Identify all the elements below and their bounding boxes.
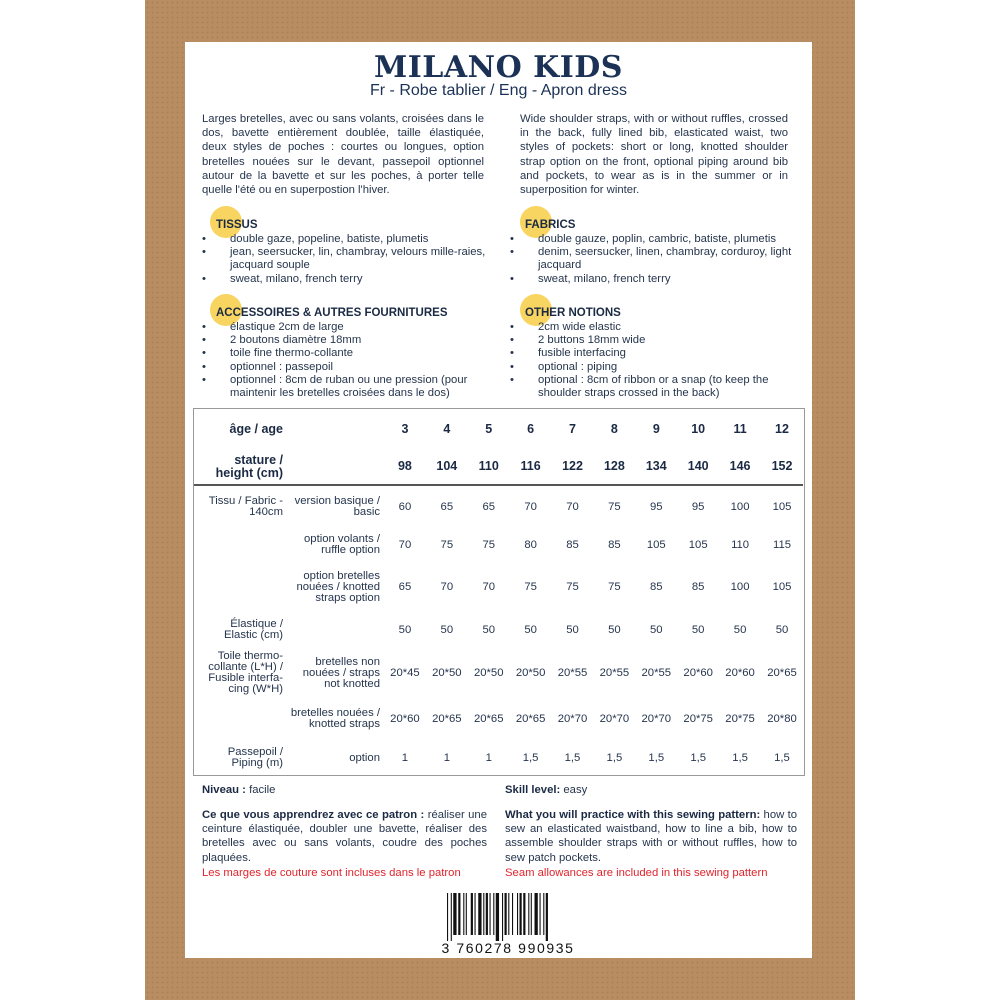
barcode-bar: [447, 893, 448, 941]
row-group-label: [194, 529, 287, 561]
list-item: • 2 boutons diamètre 18mm: [202, 334, 492, 347]
table-cell: 116: [510, 449, 552, 485]
barcode-bar: [508, 893, 509, 935]
age-row: [194, 409, 803, 449]
table-row: [194, 739, 803, 777]
table-cell: 20*60: [725, 666, 755, 679]
table-cell: 20*55: [599, 666, 630, 679]
table-cell: 50: [482, 623, 496, 636]
row-group-label: Élastique / Elastic (cm): [224, 618, 283, 641]
table-cell: 1,5: [732, 751, 748, 764]
list-item: • fusible interfacing: [510, 347, 790, 360]
table-cell: 75: [524, 580, 537, 593]
table-cell: 105: [646, 538, 666, 551]
fabrics-list-en: [510, 233, 795, 286]
table-cell: 20*45: [390, 666, 420, 679]
table-cell: 70: [440, 580, 454, 593]
list-item: • sweat, milano, french terry: [202, 273, 492, 286]
table-cell: 20*55: [641, 666, 672, 679]
table-cell: 100: [730, 580, 750, 593]
barcode-bar: [505, 893, 507, 935]
subtitle: Fr - Robe tablier / Eng - Apron dress: [370, 82, 627, 99]
learn-label: What you will practice with this sewing pattern:: [505, 809, 761, 821]
barcode-bar: [546, 893, 548, 941]
list-item: • 2 buttons 18mm wide: [510, 334, 790, 347]
table-cell: 80: [524, 538, 537, 551]
list-item: • optionnel : passepoil: [202, 361, 492, 374]
table-cell: 1,5: [564, 751, 581, 764]
table-cell: 50: [566, 623, 579, 636]
table-cell: 20*55: [557, 666, 588, 679]
table-cell: 104: [426, 449, 468, 485]
table-cell: 95: [650, 501, 663, 513]
table-cell: 1,5: [690, 751, 707, 764]
age-label: âge / age: [229, 421, 283, 436]
row-sub-label: bretelles nouées / knotted straps: [290, 707, 380, 730]
barcode-bar: [451, 893, 452, 941]
level-value: easy: [560, 784, 588, 796]
table-cell: 5: [485, 421, 493, 436]
table-cell: 1: [443, 751, 450, 764]
table-cell: 75: [608, 580, 621, 593]
learn-text: réaliser une ceinture élastiquée, doubler une bavette, réaliser des bretelles avec ou sans volants, coudre des poches plaquées.: [202, 809, 487, 864]
table-cell: 105: [772, 580, 792, 593]
table-cell: 20*50: [515, 666, 546, 679]
table-cell: 75: [566, 580, 579, 593]
list-item: • jean, seersucker, lin, chambray, velours mille-raies, jacquard souple: [202, 246, 492, 272]
barcode-bar: [502, 893, 503, 941]
table-cell: 128: [593, 449, 635, 485]
table-cell: 70: [524, 501, 537, 513]
table-row: [194, 699, 803, 739]
list-item: • élastique 2cm de large: [202, 321, 492, 334]
barcode-bar: [458, 893, 460, 935]
row-group-label: Toile thermo-collante (L*H) / Fusible interfa-cing (W*H): [208, 650, 283, 695]
table-cell: 85: [608, 538, 621, 551]
seam-note-en: Seam allowances are included in this sewing pattern: [505, 867, 768, 879]
table-cell: 20*75: [725, 712, 755, 725]
table-cell: 20*60: [683, 666, 713, 679]
table-cell: 12: [775, 421, 789, 436]
table-cell: 20*80: [767, 712, 797, 725]
notions-heading-fr: ACCESSOIRES & AUTRES FOURNITURES: [216, 307, 448, 319]
barcode-bar: [543, 893, 544, 935]
table-cell: 75: [440, 538, 454, 551]
intro-fr: Larges bretelles, avec ou sans volants, croisées dans le dos, bavette entièrement doublée, taille élastiquée, deux styles de poches : courtes ou longues, option bretelles nouées sur le devant, passepoil optionnel autour de la bavette et sur les poches, à porter telle quelle l'été ou en superpostion l'hiver.: [202, 113, 484, 197]
list-item: • toile fine thermo-collante: [202, 347, 492, 360]
height-row: [194, 449, 803, 485]
level-value: facile: [245, 784, 276, 796]
table-cell: 110: [731, 538, 750, 551]
row-sub-label: option bretelles nouées / knotted straps option: [296, 569, 380, 604]
row-group-label: [194, 561, 287, 613]
table-cell: 70: [482, 580, 496, 593]
barcode-bar: [466, 893, 467, 935]
row-sub-label: version basique / basic: [294, 495, 380, 518]
table-cell: 6: [527, 421, 535, 436]
notions-list-en: [510, 321, 790, 400]
list-item: • sweat, milano, french terry: [510, 273, 795, 286]
table-cell: 8: [610, 421, 618, 436]
fabrics-heading-fr: TISSUS: [216, 219, 258, 231]
list-item: • optional : 8cm of ribbon or a snap (to keep the shoulder straps crossed in the back): [510, 374, 790, 400]
level-fr: [202, 783, 492, 797]
barcode-bar: [531, 893, 532, 935]
row-sub-label: option volants / ruffle option: [304, 533, 380, 556]
notions-list-fr: [202, 321, 492, 400]
table-cell: 20*75: [683, 712, 713, 725]
table-cell: 50: [524, 623, 537, 636]
learn-label: Ce que vous apprendrez avec ce patron :: [202, 809, 425, 821]
barcode-bar: [528, 893, 529, 935]
barcode-bar: [493, 893, 494, 935]
table-cell: 134: [635, 449, 677, 485]
level-en: [505, 783, 795, 797]
barcode-number: 3 760278 990935: [441, 940, 575, 956]
table-cell: 50: [733, 623, 747, 636]
table-cell: 115: [773, 538, 792, 551]
size-chart-table: [193, 408, 805, 776]
table-cell: 50: [398, 623, 412, 636]
table-cell: 50: [650, 623, 663, 636]
table-cell: 75: [482, 538, 496, 551]
barcode-bar: [486, 893, 488, 935]
barcode-bar: [496, 893, 499, 941]
table-cell: 152: [761, 449, 803, 485]
row-group-label: [194, 699, 287, 739]
row-sub-label: [287, 613, 384, 647]
seam-note-fr: Les marges de couture sont incluses dans le patron: [202, 867, 461, 879]
row-sub-label: bretelles non nouées / straps not knotted: [302, 655, 380, 690]
list-item: • denim, seersucker, linen, chambray, corduroy, light jacquard: [510, 246, 795, 272]
table-cell: 65: [482, 501, 496, 513]
table-cell: 3: [401, 421, 409, 436]
table-cell: 20*70: [641, 712, 672, 725]
row-group-label: Tissu / Fabric - 140cm: [208, 495, 283, 518]
table-cell: 20*65: [432, 712, 462, 725]
table-cell: 9: [652, 421, 660, 436]
table-cell: 50: [775, 623, 789, 636]
intro-en: Wide shoulder straps, with or without ruffles, crossed in the back, fully lined bib, elasticated waist, two styles of pockets: short or long, knotted shoulder strap option on the front, optional piping around bib and pockets, to wear as is in the summer or in superposition for winter.: [520, 113, 788, 197]
page-title: MILANO KIDS: [374, 50, 623, 85]
table-cell: 4: [443, 421, 451, 436]
barcode-bar: [512, 893, 513, 935]
learn-fr: [202, 808, 487, 865]
learn-text: how to sew an elasticated waistband, how to line a bib, how to assemble shoulder straps with or without ruffles, how to sew patch pockets.: [505, 809, 797, 864]
barcode-bar: [483, 893, 484, 935]
table-cell: 1,5: [522, 751, 539, 764]
table-cell: 70: [398, 538, 412, 551]
fabrics-heading-en: FABRICS: [525, 219, 576, 231]
table-row: [194, 485, 803, 529]
table-cell: 122: [552, 449, 594, 485]
list-item: • 2cm wide elastic: [510, 321, 790, 334]
table-cell: 50: [691, 623, 705, 636]
table-cell: 20*60: [390, 712, 420, 725]
barcode-bar: [471, 893, 473, 935]
list-item: • double gauze, poplin, cambric, batiste, plumetis: [510, 233, 795, 246]
row-group-label: Passepoil / Piping (m): [227, 746, 283, 769]
table-cell: 1: [485, 751, 492, 764]
table-cell: 1,5: [606, 751, 623, 764]
table-cell: 65: [440, 501, 454, 513]
level-label: Niveau :: [202, 784, 246, 796]
table-cell: 20*65: [515, 712, 546, 725]
table-cell: 11: [733, 421, 747, 436]
barcode-bar: [478, 893, 481, 935]
table-cell: 20*65: [473, 712, 504, 725]
table-cell: 10: [691, 421, 706, 436]
barcode-bar: [517, 893, 518, 935]
barcode-bar: [520, 893, 522, 935]
table-cell: 1: [401, 751, 409, 764]
list-item: • double gaze, popeline, batiste, plumetis: [202, 233, 492, 246]
table-cell: 85: [691, 580, 705, 593]
notions-heading-en: OTHER NOTIONS: [525, 307, 621, 319]
table-row: [194, 613, 803, 647]
table-cell: 70: [566, 501, 579, 513]
table-cell: 20*70: [557, 712, 588, 725]
table-cell: 20*65: [767, 666, 797, 679]
table-cell: 7: [569, 421, 576, 436]
row-sub-label: option: [349, 751, 380, 764]
table-cell: 100: [730, 501, 750, 513]
table-cell: 98: [384, 449, 426, 485]
barcode-bar: [523, 893, 525, 935]
table-cell: 20*70: [599, 712, 630, 725]
table-cell: 110: [468, 449, 510, 485]
barcode-bar: [540, 893, 541, 935]
barcode-bar: [475, 893, 476, 935]
level-label: Skill level:: [505, 784, 561, 796]
table-cell: 50: [608, 623, 621, 636]
barcode-bar: [490, 893, 491, 935]
barcode-image: [445, 893, 580, 941]
learn-en: [505, 808, 797, 865]
height-label: stature / height (cm): [194, 449, 287, 485]
table-cell: 1,5: [774, 751, 790, 764]
table-cell: 75: [608, 501, 621, 513]
barcode-bar: [535, 893, 538, 935]
barcode-bar: [463, 893, 464, 935]
table-cell: 20*50: [473, 666, 504, 679]
table-cell: 105: [688, 538, 708, 551]
table-row: [194, 529, 803, 561]
list-item: • optionnel : 8cm de ruban ou une pression (pour maintenir les bretelles croisées dans le dos): [202, 374, 492, 400]
table-cell: 85: [650, 580, 663, 593]
fabrics-list-fr: [202, 233, 492, 286]
table-cell: 146: [719, 449, 761, 485]
barcode-bar: [453, 893, 456, 935]
table-cell: 20*50: [432, 666, 462, 679]
table-cell: 60: [398, 501, 412, 513]
list-item: • optional : piping: [510, 361, 790, 374]
table-cell: 1,5: [648, 751, 665, 764]
table-row: [194, 561, 803, 613]
table-cell: 65: [398, 580, 412, 593]
table-cell: 50: [440, 623, 454, 636]
table-cell: 95: [691, 501, 705, 513]
table-row: [194, 647, 803, 699]
table-cell: 85: [566, 538, 579, 551]
table-cell: 105: [772, 501, 792, 513]
pattern-label-card: [185, 42, 812, 958]
table-cell: 140: [677, 449, 719, 485]
